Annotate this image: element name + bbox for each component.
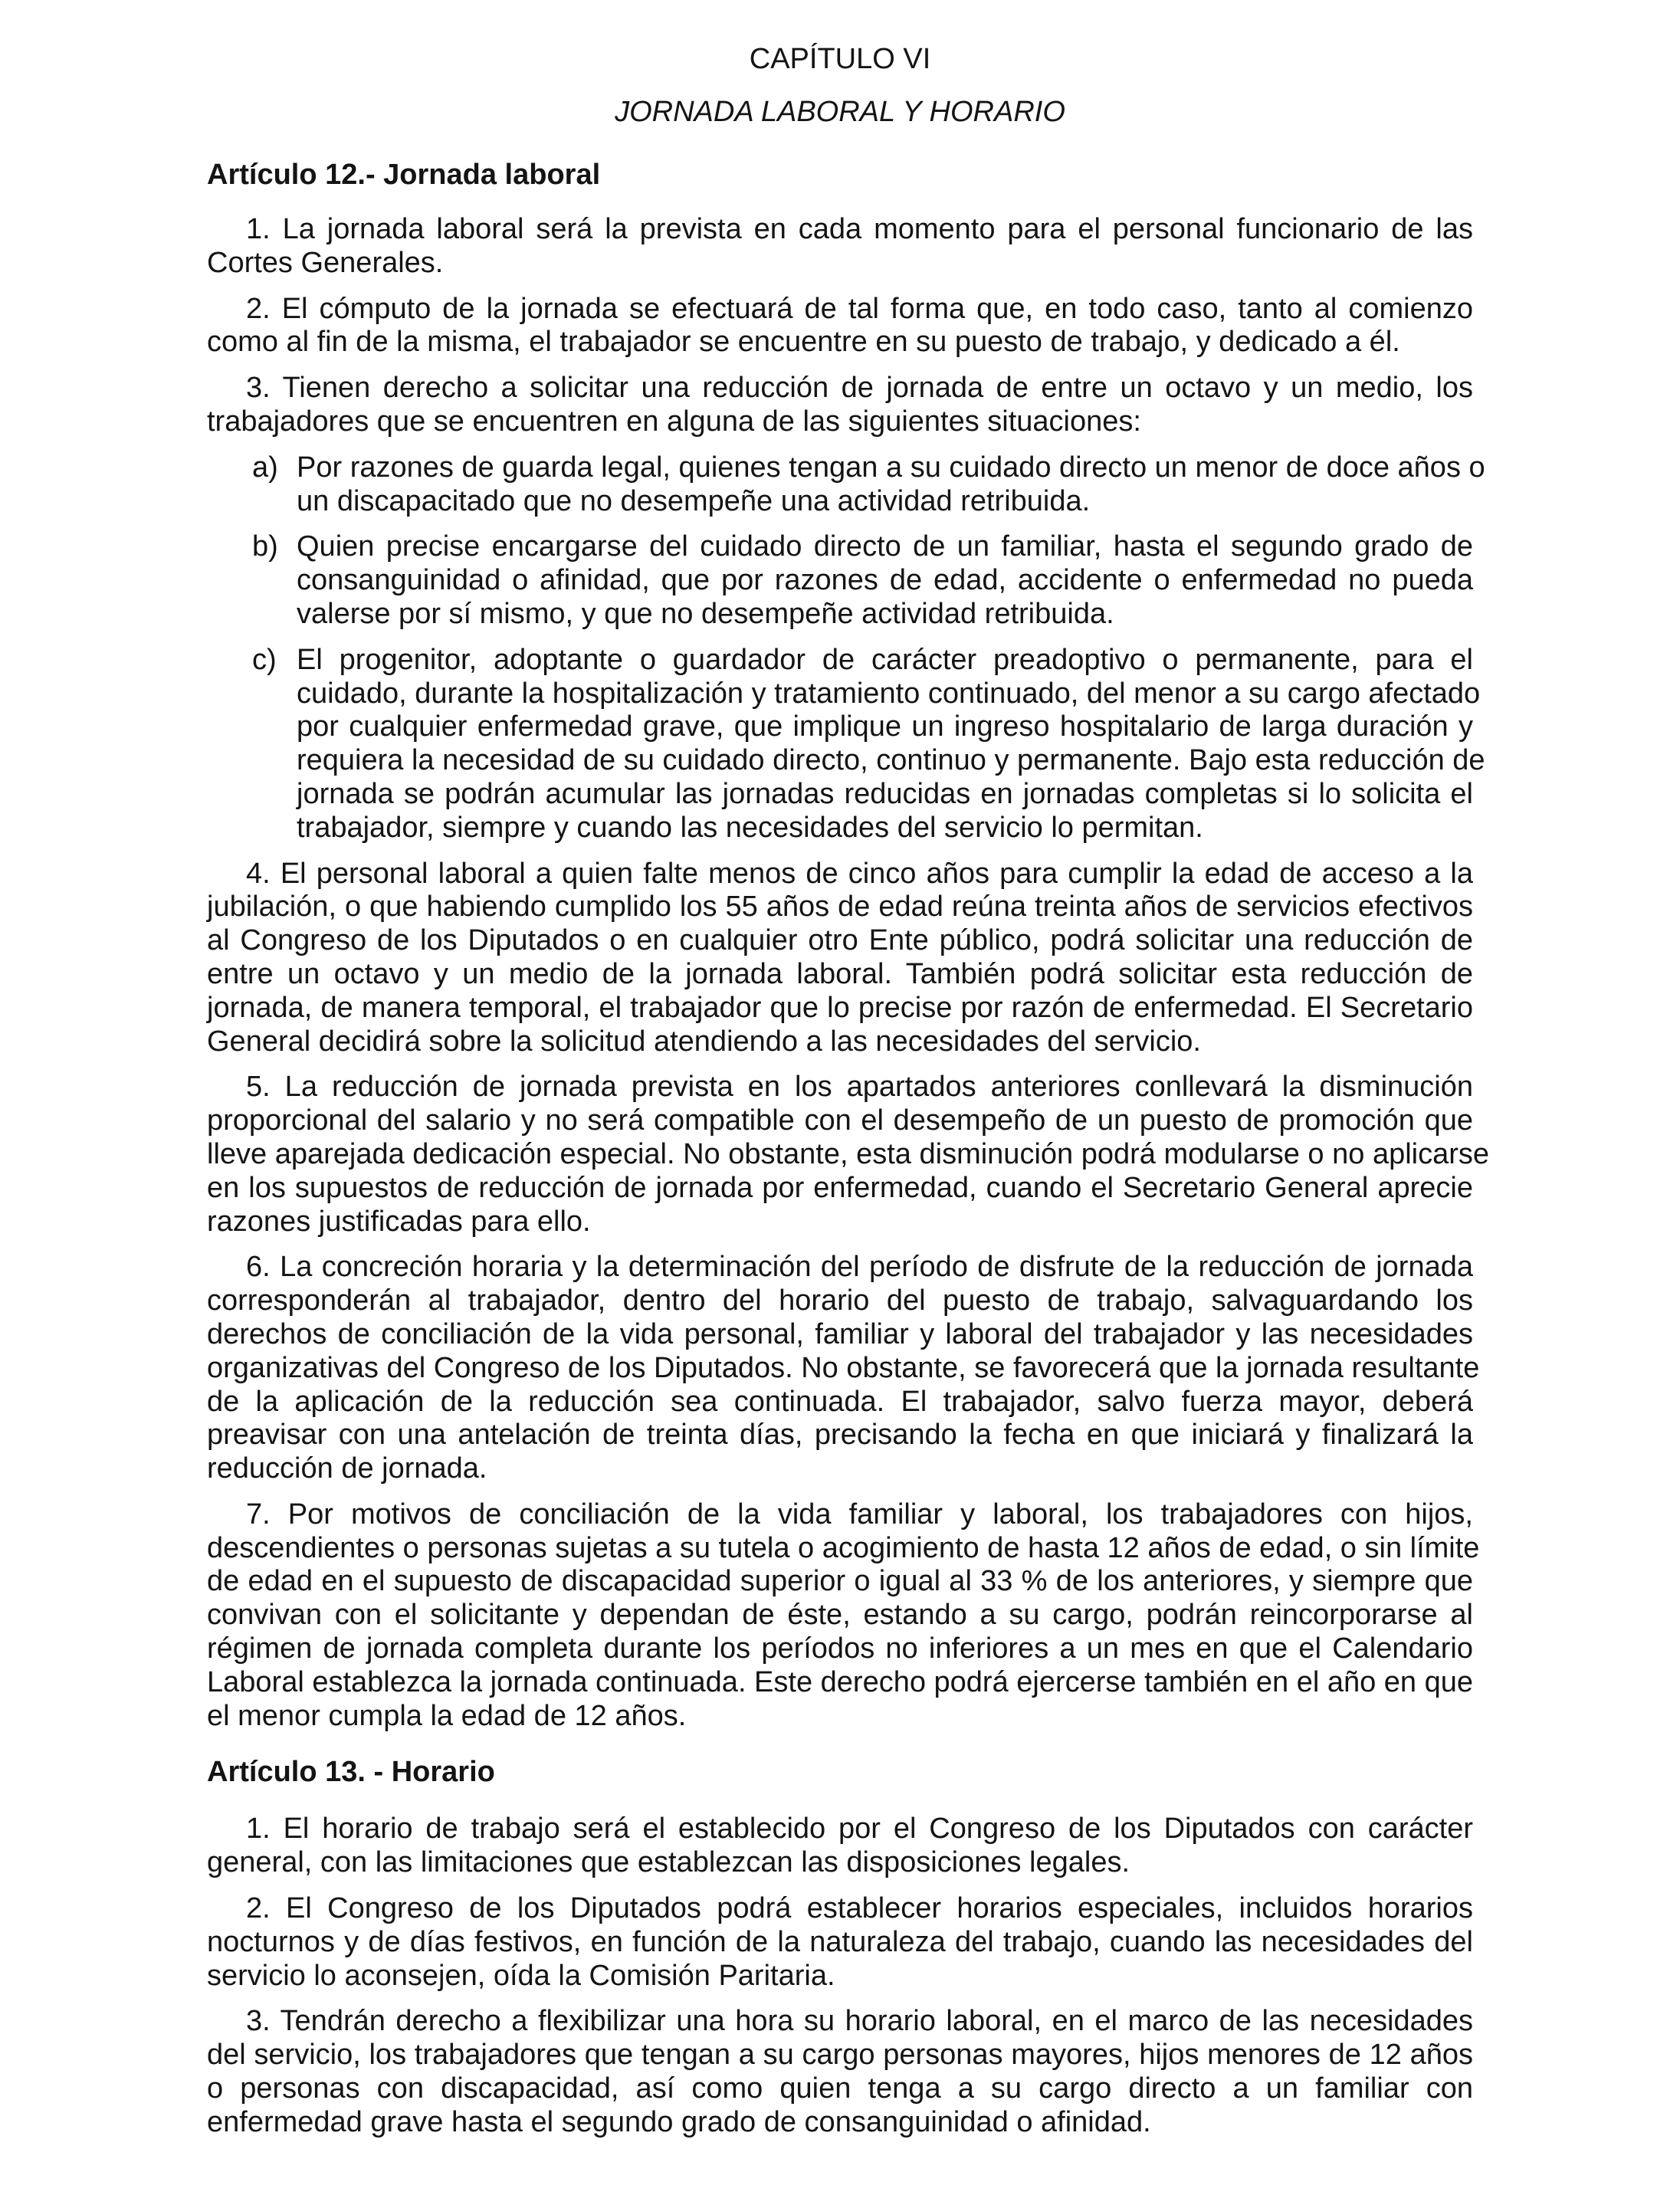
list-item [207, 530, 1473, 631]
chapter-title: JORNADA LABORAL Y HORARIO [615, 96, 1065, 128]
text-line: consanguinidad o afinidad, que por razones de edad, accidente o enfermedad no pueda [297, 564, 1473, 597]
text-line: de la aplicación de la reducción sea continuada. El trabajador, salvo fuerza mayor, deberá [207, 1385, 1473, 1418]
text-line: nocturnos y de días festivos, en función de la naturaleza del trabajo, cuando las necesidades del [207, 1925, 1473, 1958]
list-item [207, 451, 1485, 519]
text-line: al Congreso de los Diputados o en cualquier otro Ente público, podrá solicitar una reducción de [207, 924, 1473, 957]
text-line: lleve aparejada dedicación especial. No obstante, esta disminución podrá modularse o no aplicarse [207, 1137, 1490, 1170]
text-line: derechos de conciliación de la vida personal, familiar y laboral del trabajador y las necesidades [207, 1317, 1473, 1350]
chapter-number: CAPÍTULO VI [749, 43, 931, 75]
text-line: proporcional del salario y no será compatible con el desempeño de un puesto de promoción que [207, 1104, 1473, 1137]
text-line: de edad en el supuesto de discapacidad superior o igual al 33 % de los anteriores, y siempre que [207, 1565, 1473, 1598]
text-line: requiera la necesidad de su cuidado directo, continuo y permanente. Bajo esta reducción de [297, 744, 1485, 777]
paragraph [207, 372, 1473, 439]
text-line: El progenitor, adoptante o guardador de carácter preadoptivo o permanente, para el [297, 643, 1473, 676]
text-line: preavisar con una antelación de treinta días, precisando la fecha en que iniciará y finalizará la [207, 1419, 1473, 1452]
text-line: Laboral establezca la jornada continuada. Este derecho podrá ejercerse también en el año en que [207, 1665, 1474, 1698]
text-line: régimen de jornada completa durante los períodos no inferiores a un mes en que el Calendario [207, 1632, 1473, 1665]
text-line: 1. El horario de trabajo será el establecido por el Congreso de los Diputados con carácter [246, 1813, 1473, 1846]
text-line: jubilación, o que habiendo cumplido los 55 años de edad reúna treinta años de servicios efectivos [207, 891, 1473, 924]
text-line: descendientes o personas sujetas a su tutela o acogimiento de hasta 12 años de edad, o sin límite [207, 1531, 1480, 1564]
text-line: como al fin de la misma, el trabajador se encuentre en su puesto de trabajo, y dedicado a él. [207, 326, 1400, 359]
list-marker: b) [252, 530, 278, 563]
paragraph [207, 1251, 1480, 1486]
paragraph [207, 293, 1473, 360]
text-line: valerse por sí mismo, y que no desempeñe actividad retribuida. [297, 597, 1114, 630]
text-line: entre un octavo y un medio de la jornada laboral. También podrá solicitar esta reducción de [207, 957, 1473, 990]
text-line: Por razones de guarda legal, quienes tengan a su cuidado directo un menor de doce años o [297, 451, 1485, 484]
text-line: 2. El cómputo de la jornada se efectuará de tal forma que, en todo caso, tanto al comienzo [246, 292, 1473, 325]
article-12-heading: Artículo 12.- Jornada laboral [207, 159, 601, 191]
text-line: por cualquier enfermedad grave, que implique un ingreso hospitalario de larga duración y [297, 710, 1473, 743]
list-marker: c) [252, 643, 277, 676]
paragraph [207, 1498, 1480, 1734]
text-line: del servicio, los trabajadores que tengan a su cargo personas mayores, hijos menores de 12 años [207, 2039, 1473, 2072]
document-page [207, 0, 1490, 2140]
text-line: el menor cumpla la edad de 12 años. [207, 1699, 687, 1732]
text-line: un discapacitado que no desempeñe una actividad retribuida. [297, 484, 1091, 517]
text-line: 1. La jornada laboral será la prevista en cada momento para el personal funcionario de las [246, 213, 1473, 245]
text-line: convivan con el solicitante y dependan de éste, estando a su cargo, podrán reincorporarse al [207, 1599, 1473, 1632]
text-line: trabajadores que se encuentren en alguna de las siguientes situaciones: [207, 405, 1141, 438]
list-item [207, 643, 1485, 845]
paragraph [207, 2005, 1473, 2139]
article-13-body [207, 1813, 1473, 2139]
text-line: 6. La concreción horaria y la determinación del período de disfrute de la reducción de jornada [246, 1251, 1473, 1284]
paragraph [207, 213, 1473, 281]
text-line: razones justificadas para ello. [207, 1205, 591, 1238]
text-line: Cortes Generales. [207, 246, 444, 279]
text-line: general, con las limitaciones que establezcan las disposiciones legales. [207, 1846, 1130, 1879]
text-line: jornada se podrán acumular las jornadas reducidas en jornadas completas si lo solicita el [297, 777, 1473, 810]
text-line: 2. El Congreso de los Diputados podrá establecer horarios especiales, incluidos horarios [246, 1892, 1473, 1925]
text-line: trabajador, siempre y cuando las necesidades del servicio lo permitan. [297, 811, 1203, 844]
text-line: General decidirá sobre la solicitud atendiendo a las necesidades del servicio. [207, 1025, 1201, 1058]
article-13-heading: Artículo 13. - Horario [207, 1756, 495, 1789]
text-line: 3. Tienen derecho a solicitar una reducción de jornada de entre un octavo y un medio, los [246, 372, 1473, 405]
text-line: Quien precise encargarse del cuidado directo de un familiar, hasta el segundo grado de [297, 530, 1473, 563]
text-line: enfermedad grave hasta el segundo grado de consanguinidad o afinidad. [207, 2105, 1151, 2138]
paragraph [207, 1071, 1490, 1239]
paragraph [207, 1892, 1473, 1993]
text-line: en los supuestos de reducción de jornada por enfermedad, cuando el Secretario General aprecie [207, 1171, 1473, 1204]
text-line: servicio lo aconsejen, oída la Comisión Paritaria. [207, 1959, 835, 1992]
text-line: 3. Tendrán derecho a flexibilizar una hora su horario laboral, en el marco de las necesidades [246, 2005, 1473, 2038]
text-line: 5. La reducción de jornada prevista en los apartados anteriores conllevará la disminución [246, 1071, 1473, 1104]
text-line: cuidado, durante la hospitalización y tratamiento continuado, del menor a su cargo afectado [297, 677, 1481, 710]
text-line: 7. Por motivos de conciliación de la vida familiar y laboral, los trabajadores con hijos, [246, 1498, 1473, 1531]
text-line: organizativas del Congreso de los Diputados. No obstante, se favorecerá que la jornada resultante [207, 1351, 1480, 1384]
text-line: reducción de jornada. [207, 1452, 487, 1485]
paragraph [207, 858, 1473, 1059]
article-12-body [207, 213, 1490, 1733]
text-line: jornada, de manera temporal, el trabajador que lo precise por razón de enfermedad. El Secretario [207, 991, 1473, 1024]
text-line: o personas con discapacidad, así como quien tenga a su cargo directo a un familiar con [207, 2072, 1473, 2105]
text-line: corresponderán al trabajador, dentro del horario del puesto de trabajo, salvaguardando los [207, 1285, 1473, 1317]
paragraph [207, 1813, 1473, 1880]
list-marker: a) [252, 451, 278, 484]
text-line: 4. El personal laboral a quien falte menos de cinco años para cumplir la edad de acceso a la [246, 857, 1473, 890]
